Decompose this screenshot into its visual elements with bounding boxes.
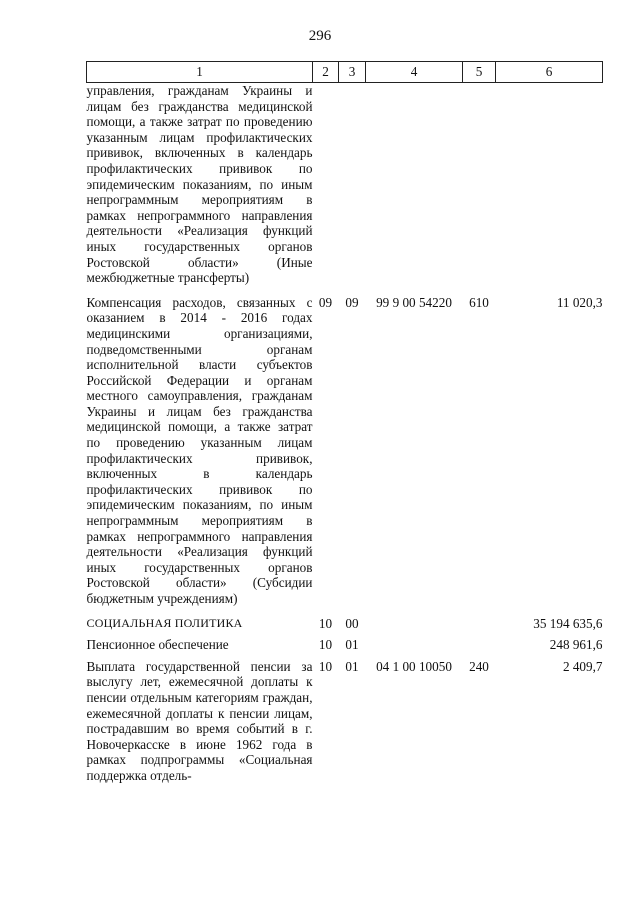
row-expense-type bbox=[463, 631, 496, 653]
row-section: 09 bbox=[318, 294, 333, 310]
row-expense-type: 240 bbox=[469, 658, 489, 674]
row-section bbox=[313, 83, 339, 286]
row-subsection: 01 bbox=[345, 658, 359, 674]
row-amount: 2 409,7 bbox=[562, 658, 603, 674]
column-header-subsection: 3 bbox=[339, 62, 366, 83]
row-amount bbox=[496, 83, 603, 286]
column-header-expense-type: 5 bbox=[463, 62, 496, 83]
table-row bbox=[87, 631, 603, 653]
row-description: Выплата государственной пенсии за выслугу лет, ежемесячной доплаты к пенсии отдельным категориям граждан, ежемесячной доплаты к пенсии лицам, пострадавшим во время событий в г. Новочеркасске в июне 1962 года в рамках подпрограммы «Социальная поддержка отдель- bbox=[86, 658, 313, 783]
row-subsection: 09 bbox=[345, 294, 359, 310]
row-section: 10 bbox=[318, 658, 333, 674]
row-expense-type bbox=[463, 607, 496, 632]
table-row bbox=[87, 286, 603, 607]
row-target-article: 99 9 00 54220 bbox=[376, 294, 452, 310]
row-description: СОЦИАЛЬНАЯ ПОЛИТИКА bbox=[86, 615, 243, 630]
row-section: 10 bbox=[318, 637, 333, 653]
row-expense-type bbox=[463, 83, 496, 286]
table-row bbox=[87, 607, 603, 632]
budget-table bbox=[86, 61, 603, 784]
row-subsection: 01 bbox=[345, 637, 359, 653]
row-subsection: 00 bbox=[345, 615, 359, 631]
column-header-target-article: 4 bbox=[366, 62, 463, 83]
row-amount: 11 020,3 bbox=[556, 294, 603, 310]
row-target-article bbox=[366, 631, 463, 653]
column-header-section: 2 bbox=[313, 62, 339, 83]
row-expense-type: 610 bbox=[469, 294, 489, 310]
row-description: Пенсионное обеспечение bbox=[86, 637, 229, 653]
row-description: Компенсация расходов, связанных с оказанием в 2014 - 2016 годах медицинскими организациями, подведомственными органам исполнительной власти субъектов Российской Федерации и органам местного самоуправления, гражданам Украины и лицам без гражданства медицинской помощи, а также затрат по проведению указанным лицам профилактических прививок, включенных в календарь профилактических прививок по эпидемическим показаниям, по иным непрограммным мероприятиям в рамках непрограммного направления деятельности «Реализация функций иных государственных органов Ростовской области» (Субсидии бюджетным учреждениям) bbox=[86, 294, 313, 606]
table-row bbox=[87, 653, 603, 784]
row-amount: 248 961,6 bbox=[549, 637, 603, 653]
table-row bbox=[87, 83, 603, 286]
page-number: 296 bbox=[308, 28, 332, 44]
row-target-article: 04 1 00 10050 bbox=[376, 658, 452, 674]
row-section: 10 bbox=[318, 615, 333, 631]
column-header-amount: 6 bbox=[496, 62, 603, 83]
row-amount: 35 194 635,6 bbox=[533, 615, 603, 631]
header-row bbox=[87, 62, 603, 83]
row-target-article bbox=[366, 83, 463, 286]
row-description: управления, гражданам Украины и лицам без гражданства медицинской помощи, а также затрат по проведению указанным лицам профилактических прививок, включенных в календарь профилактических прививок по эпидемическим показаниям, по иным непрограммным мероприятиям в рамках непрограммного направления деятельности «Реализация функций иных государственных органов Ростовской области» (Иные межбюджетные трансферты) bbox=[86, 83, 313, 286]
column-header-description: 1 bbox=[87, 62, 313, 83]
row-target-article bbox=[366, 607, 463, 632]
row-subsection bbox=[339, 83, 366, 286]
